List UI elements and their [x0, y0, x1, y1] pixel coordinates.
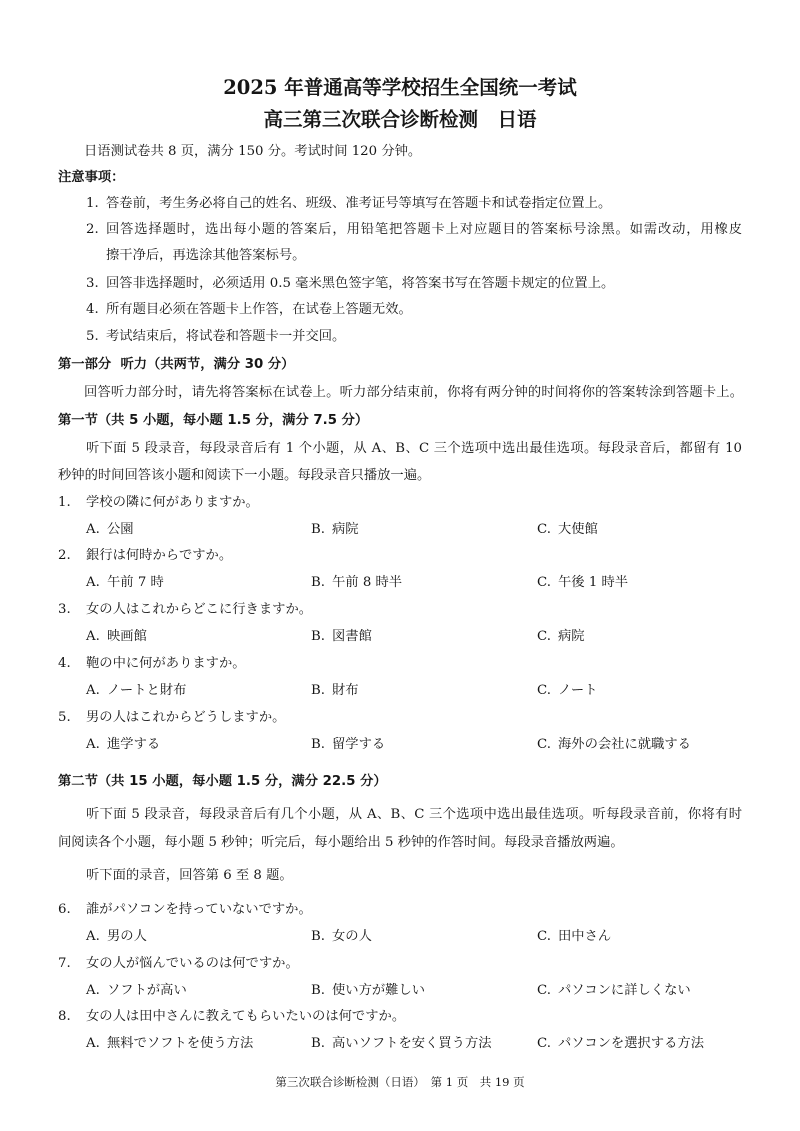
notes-heading: 注意事项：: [58, 170, 125, 185]
note-text: 考试结束后，将试卷和答题卡一并交回。: [106, 329, 346, 344]
option-label: A.: [86, 522, 100, 537]
question-6: [0, 900, 800, 920]
option-c: [537, 681, 598, 701]
option-b: [311, 681, 359, 701]
option-c: [537, 573, 628, 593]
option-text: パソコンを選択する方法: [558, 1036, 704, 1051]
option-text: 進学する: [107, 737, 161, 752]
option-text: 図書館: [332, 629, 372, 644]
question-text: 誰がパソコンを持っていないですか。: [86, 902, 312, 917]
option-label: A.: [86, 929, 100, 944]
option-label: B.: [311, 983, 325, 998]
question-7: [0, 954, 800, 974]
question-5-options: [0, 735, 800, 755]
question-2-options: [0, 573, 800, 593]
note-number: 5.: [86, 329, 99, 344]
option-label: C.: [537, 629, 551, 644]
option-a: [86, 735, 160, 755]
page-footer: 第三次联合诊断检测（日语） 第 1 页 共 19 页: [275, 1075, 525, 1089]
section2-heading: 第二节（共 15 小题，每小题 1.5 分，满分 22.5 分）: [58, 774, 387, 789]
section2-instruction: 听下面 5 段录音，每段录音后有几个小题，从 A、B、C 三个选项中选出最佳选项。听每段录音前，你将有时: [86, 807, 742, 822]
note-item-4: [0, 300, 800, 320]
question-number: 5.: [58, 710, 71, 725]
section2-instruction-row-1: [0, 805, 800, 825]
section1-instruction: 秒钟的时间回答该小题和阅读下一小题。每段录音只播放一遍。: [58, 468, 431, 483]
option-text: 映画館: [107, 629, 147, 644]
question-7-options: [0, 981, 800, 1001]
note-item-3: [0, 274, 800, 294]
option-label: B.: [311, 575, 325, 590]
option-text: 公園: [107, 522, 134, 537]
option-c: [537, 981, 691, 1001]
note-number: 4.: [86, 302, 99, 317]
question-3-options: [0, 627, 800, 647]
option-text: ソフトが高い: [107, 983, 187, 998]
option-label: A.: [86, 575, 100, 590]
option-c: [537, 735, 691, 755]
option-c: [537, 627, 585, 647]
option-label: C.: [537, 1036, 551, 1051]
option-label: B.: [311, 1036, 325, 1051]
option-text: ノートと財布: [107, 683, 187, 698]
note-item-1: [0, 194, 800, 214]
question-number: 7.: [58, 956, 71, 971]
option-a: [86, 520, 134, 540]
question-number: 8.: [58, 1009, 71, 1024]
part1-instruction-row: [0, 383, 800, 403]
option-c: [537, 520, 598, 540]
question-text: 男の人はこれからどうしますか。: [86, 710, 286, 725]
option-text: ノート: [558, 683, 598, 698]
option-label: A.: [86, 683, 100, 698]
option-text: 無料でソフトを使う方法: [107, 1036, 254, 1051]
note-number: 2.: [86, 222, 99, 237]
question-6-options: [0, 927, 800, 947]
option-label: C.: [537, 683, 551, 698]
option-a: [86, 981, 187, 1001]
option-a: [86, 681, 186, 701]
question-text: 銀行は何時からですか。: [86, 548, 233, 563]
question-4: [0, 654, 800, 674]
option-c: [537, 927, 611, 947]
section2-sub-instruction-row: [0, 866, 800, 886]
option-text: 午前 7 時: [107, 575, 164, 590]
option-b: [311, 927, 372, 947]
option-text: パソコンに詳しくない: [558, 983, 691, 998]
option-text: 男の人: [107, 929, 147, 944]
note-text: 擦干净后，再选涂其他答案标号。: [106, 248, 306, 263]
option-label: B.: [311, 683, 325, 698]
note-number: 1.: [86, 196, 99, 211]
option-label: C.: [537, 983, 551, 998]
question-number: 1.: [58, 495, 71, 510]
option-label: A.: [86, 1036, 100, 1051]
question-text: 鞄の中に何がありますか。: [86, 656, 246, 671]
option-b: [311, 520, 359, 540]
option-text: 留学する: [332, 737, 386, 752]
option-label: B.: [311, 522, 325, 537]
option-label: C.: [537, 737, 551, 752]
option-text: 病院: [332, 522, 359, 537]
question-2: [0, 546, 800, 566]
option-text: 使い方が難しい: [332, 983, 426, 998]
option-label: B.: [311, 629, 325, 644]
question-text: 女の人は田中さんに教えてもらいたいのは何ですか。: [86, 1009, 406, 1024]
option-text: 午前 8 時半: [332, 575, 403, 590]
question-number: 3.: [58, 602, 71, 617]
option-label: A.: [86, 629, 100, 644]
option-label: C.: [537, 929, 551, 944]
option-text: 女の人: [332, 929, 372, 944]
question-8-options: [0, 1034, 800, 1054]
exam-intro: 日语测试卷共 8 页，满分 150 分。考试时间 120 分钟。: [84, 144, 422, 159]
section2-sub-instruction: 听下面的录音，回答第 6 至 8 题。: [86, 868, 293, 883]
option-b: [311, 627, 372, 647]
option-text: 田中さん: [558, 929, 612, 944]
option-text: 午後 1 時半: [558, 575, 629, 590]
option-b: [311, 573, 402, 593]
question-number: 6.: [58, 902, 71, 917]
option-label: B.: [311, 929, 325, 944]
option-text: 大使館: [558, 522, 598, 537]
option-text: 高いソフトを安く買う方法: [332, 1036, 492, 1051]
question-4-options: [0, 681, 800, 701]
question-8: [0, 1007, 800, 1027]
section2-instruction-row-2: [0, 833, 800, 853]
section1-instruction-row-1: [0, 439, 800, 459]
question-1: [0, 493, 800, 513]
option-b: [311, 981, 425, 1001]
note-number: 3.: [86, 276, 99, 291]
option-a: [86, 927, 147, 947]
question-5: [0, 708, 800, 728]
option-c: [537, 1034, 704, 1054]
question-number: 4.: [58, 656, 71, 671]
option-a: [86, 627, 147, 647]
note-text: 回答非选择题时，必须适用 0.5 毫米黑色签字笔，将答案书写在答题卡规定的位置上。: [106, 276, 615, 291]
section1-instruction-row-2: [0, 466, 800, 486]
part1-heading: 第一部分 听力（共两节，满分 30 分）: [58, 357, 295, 372]
option-label: C.: [537, 575, 551, 590]
exam-title: 2025 年普通高等学校招生全国统一考试: [223, 76, 577, 99]
option-b: [311, 1034, 492, 1054]
option-label: B.: [311, 737, 325, 752]
question-text: 女の人が悩んでいるのは何ですか。: [86, 956, 299, 971]
section1-instruction: 听下面 5 段录音，每段录音后有 1 个小题，从 A、B、C 三个选项中选出最佳选项。每段录音后，都留有 10: [86, 441, 742, 456]
note-item-2-continued: [0, 246, 800, 266]
exam-subtitle: 高三第三次联合诊断检测 日语: [263, 108, 537, 131]
option-text: 病院: [558, 629, 585, 644]
question-1-options: [0, 520, 800, 540]
question-text: 学校の隣に何がありますか。: [86, 495, 259, 510]
option-b: [311, 735, 385, 755]
question-text: 女の人はこれからどこに行きますか。: [86, 602, 313, 617]
option-text: 財布: [332, 683, 359, 698]
section1-heading: 第一节（共 5 小题，每小题 1.5 分，满分 7.5 分）: [58, 413, 369, 428]
option-a: [86, 573, 164, 593]
section2-instruction: 间阅读各个小题，每小题 5 秒钟；听完后，每小题给出 5 秒钟的作答时间。每段录音播放两遍。: [58, 835, 624, 850]
question-number: 2.: [58, 548, 71, 563]
question-3: [0, 600, 800, 620]
note-text: 所有题目必须在答题卡上作答，在试卷上答题无效。: [106, 302, 412, 317]
option-text: 海外の会社に就職する: [558, 737, 691, 752]
note-text: 答卷前，考生务必将自己的姓名、班级、准考证号等填写在答题卡和试卷指定位置上。: [106, 196, 612, 211]
note-item-5: [0, 327, 800, 347]
note-item-2: [0, 220, 800, 240]
option-a: [86, 1034, 253, 1054]
option-label: A.: [86, 983, 100, 998]
option-label: A.: [86, 737, 100, 752]
note-text: 回答选择题时，选出每小题的答案后，用铅笔把答题卡上对应题目的答案标号涂黑。如需改动，用橡皮: [106, 222, 742, 237]
option-label: C.: [537, 522, 551, 537]
part1-instruction: 回答听力部分时，请先将答案标在试卷上。听力部分结束前，你将有两分钟的时间将你的答案转涂到答题卡上。: [84, 385, 743, 400]
